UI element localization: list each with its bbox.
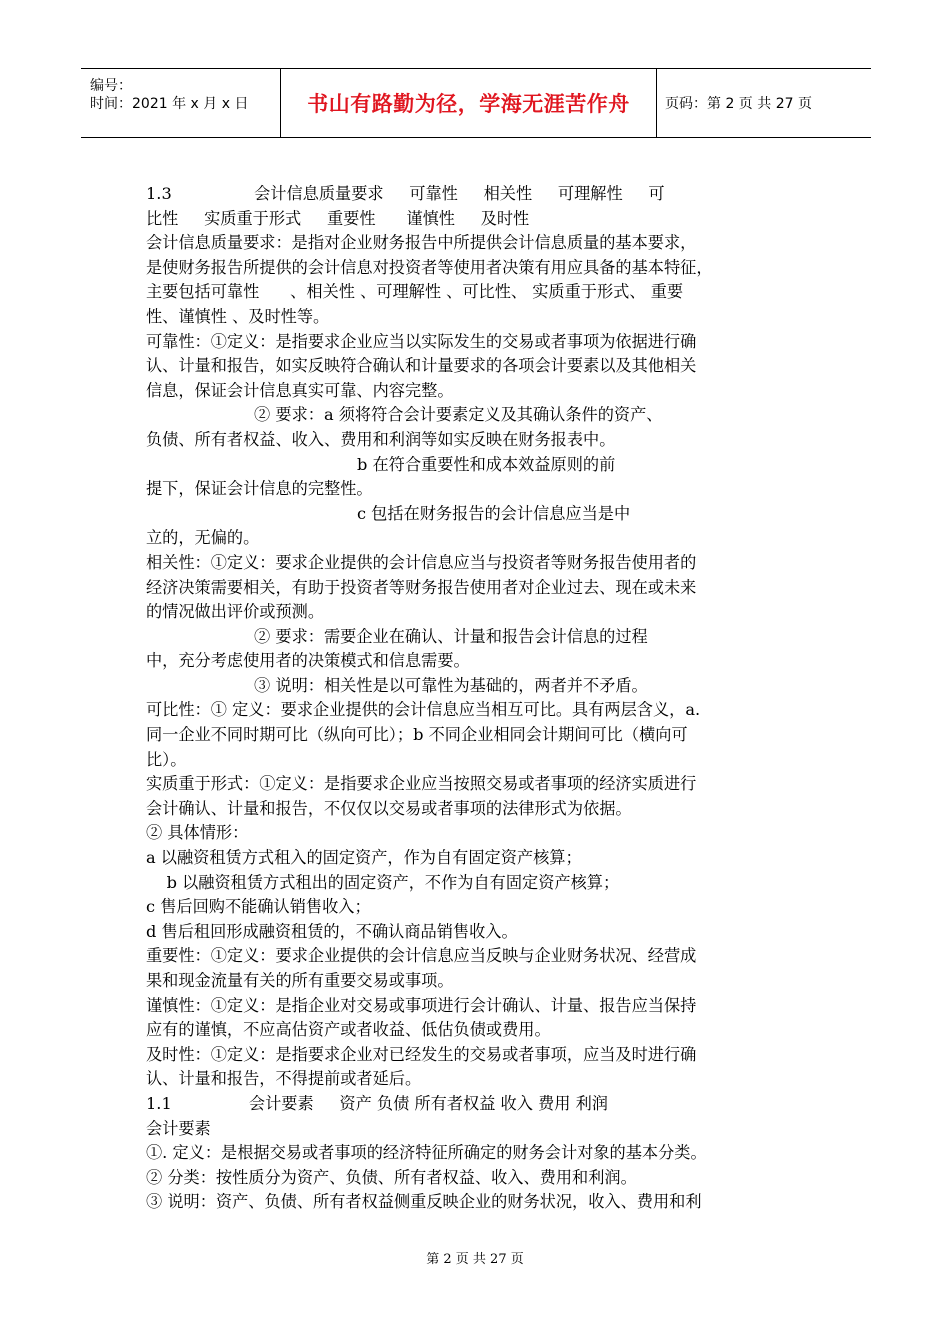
- text-line: 1.3 会计信息质量要求 可靠性 相关性 可理解性 可: [146, 184, 665, 203]
- text-line: 比）。: [146, 749, 187, 769]
- text-line: 提下，保证会计信息的完整性。: [146, 479, 373, 499]
- text-line: 是使财务报告所提供的会计信息对投资者等使用者决策有用应具备的基本特征，: [146, 257, 713, 277]
- text-line: 会计确认、计量和报告，不仅仅以交易或者事项的法律形式为依据。: [146, 798, 632, 818]
- header-page-cell: [657, 69, 871, 137]
- text-line: ② 要求：需要企业在确认、计量和报告会计信息的过程: [146, 626, 648, 646]
- text-line: 经济决策需要相关，有助于投资者等财务报告使用者对企业过去、现在或未来: [146, 577, 697, 597]
- page-info: 页码：第 2 页 共 27 页: [665, 96, 812, 112]
- time-label: 时间：2021 年 x 月 x 日: [90, 96, 249, 112]
- text-line: c 售后回购不能确认销售收入；: [146, 897, 371, 917]
- text-line: ③ 说明：资产、负债、所有者权益侧重反映企业的财务状况，收入、费用和利: [146, 1192, 702, 1212]
- text-line: ② 具体情形：: [146, 823, 249, 843]
- text-line: 谨慎性：①定义：是指企业对交易或事项进行会计确认、计量、报告应当保持: [146, 995, 697, 1015]
- text-line: 立的，无偏的。: [146, 528, 260, 548]
- text-line: b 以融资租赁方式租出的固定资产，不作为自有固定资产核算；: [146, 872, 620, 892]
- text-line: a 以融资租赁方式租入的固定资产，作为自有固定资产核算；: [146, 848, 582, 868]
- text-line: 1.1 会计要素 资产 负债 所有者权益 收入 费用 利润: [146, 1093, 608, 1113]
- header-motto-cell: [281, 69, 657, 137]
- text-line: ② 分类：按性质分为资产、负债、所有者权益、收入、费用和利润。: [146, 1167, 637, 1187]
- motto-text: 书山有路勤为径，学海无涯苦作舟: [307, 92, 630, 116]
- page-footer: 第 2 页 共 27 页: [426, 1252, 524, 1267]
- text-line: c 包括在财务报告的会计信息应当是中: [146, 503, 631, 523]
- text-line: ①. 定义：是根据交易或者事项的经济特征所确定的财务会计对象的基本分类。: [146, 1143, 707, 1163]
- text-line: 及时性：①定义：是指要求企业对已经发生的交易或者事项，应当及时进行确: [146, 1044, 697, 1064]
- text-line: 同一企业不同时期可比（纵向可比）；b 不同企业相同会计期间可比（横向可: [146, 725, 688, 745]
- text-line: ② 要求：a 须将符合会计要素定义及其确认条件的资产、: [146, 405, 663, 425]
- text-line: 的情况做出评价或预测。: [146, 602, 325, 622]
- text-line: 会计要素: [146, 1118, 211, 1138]
- text-line: 性、谨慎性 、及时性等。: [146, 306, 330, 326]
- number-label: 编号：: [90, 78, 132, 94]
- text-line: 负债、所有者权益、收入、费用和利润等如实反映在财务报表中。: [146, 429, 616, 449]
- text-line: 果和现金流量有关的所有重要交易或事项。: [146, 971, 454, 990]
- text-line: 应有的谨慎，不应高估资产或者收益、低估负债或费用。: [146, 1020, 551, 1040]
- text-line: 实质重于形式：①定义：是指要求企业应当按照交易或者事项的经济实质进行: [146, 774, 697, 794]
- text-line: 中，充分考虑使用者的决策模式和信息需要。: [146, 651, 470, 671]
- text-line: 认、计量和报告，如实反映符合确认和计量要求的各项会计要素以及其他相关: [146, 356, 697, 376]
- text-line: 比性 实质重于形式 重要性 谨慎性 及时性: [146, 208, 530, 228]
- header-table: [81, 68, 871, 138]
- text-line: 信息，保证会计信息真实可靠、内容完整。: [146, 380, 454, 400]
- text-line: 相关性：①定义：要求企业提供的会计信息应当与投资者等财务报告使用者的: [146, 552, 697, 572]
- text-line: 认、计量和报告，不得提前或者延后。: [146, 1069, 422, 1089]
- text-line: 主要包括可靠性 、相关性 、可理解性 、可比性、 实质重于形式、 重要: [146, 282, 684, 302]
- text-line: 会计信息质量要求：是指对企业财务报告中所提供会计信息质量的基本要求，: [146, 233, 697, 253]
- document-body: [146, 182, 806, 1215]
- text-line: 可比性：① 定义：要求企业提供的会计信息应当相互可比。具有两层含义，a.: [146, 700, 701, 720]
- text-line: b 在符合重要性和成本效益原则的前: [146, 454, 616, 474]
- text-line: d 售后租回形成融资租赁的，不确认商品销售收入。: [146, 921, 518, 941]
- text-line: 可靠性：①定义：是指要求企业应当以实际发生的交易或者事项为依据进行确: [146, 331, 697, 351]
- header-meta-cell: [81, 69, 281, 137]
- text-line: ③ 说明：相关性是以可靠性为基础的，两者并不矛盾。: [146, 675, 648, 695]
- text-line: 重要性：①定义：要求企业提供的会计信息应当反映与企业财务状况、经营成: [146, 946, 697, 966]
